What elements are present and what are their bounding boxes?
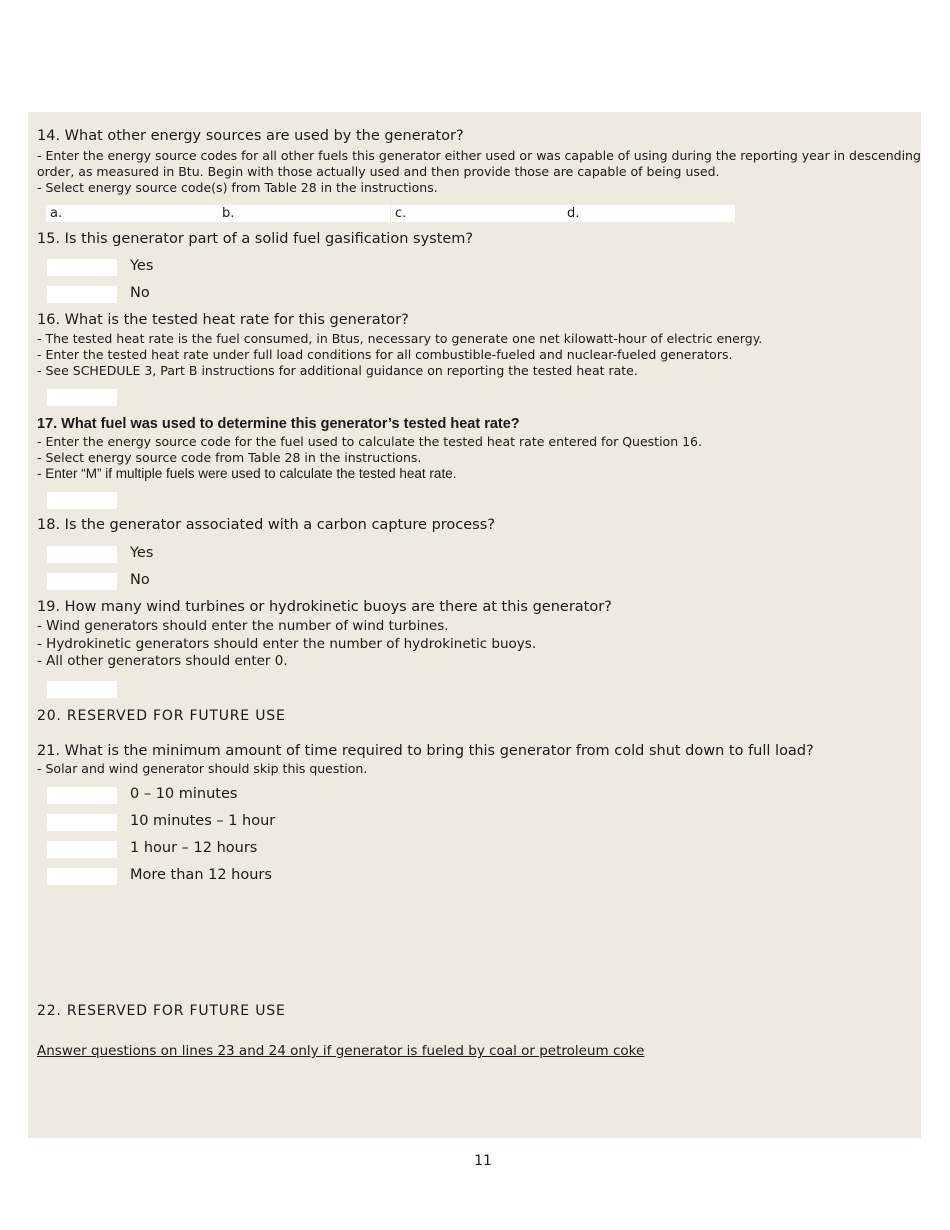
q21-option-2-label: 10 minutes – 1 hour xyxy=(130,813,276,829)
q21-option-2-checkbox[interactable] xyxy=(47,814,117,831)
q14-field-a[interactable] xyxy=(46,205,218,222)
q14-field-c-label: c. xyxy=(395,206,407,221)
q14-note-2: order, as measured in Btu. Begin with those actually used and then provide those are capable of being used. xyxy=(37,164,720,179)
q19-note-2: - Hydrokinetic generators should enter the number of hydrokinetic buoys. xyxy=(37,636,537,652)
q15-no-label: No xyxy=(130,285,150,301)
q16-note-3: - See SCHEDULE 3, Part B instructions for additional guidance on reporting the tested heat rate. xyxy=(37,363,638,378)
q22-reserved: 22. RESERVED FOR FUTURE USE xyxy=(37,1003,286,1019)
q17-fuel-code-input[interactable] xyxy=(47,492,117,509)
q17-note-3: - Enter “M” if multiple fuels were used to calculate the tested heat rate. xyxy=(37,466,457,481)
q15-no-checkbox[interactable] xyxy=(47,286,117,303)
coal-instruction-note: Answer questions on lines 23 and 24 only if generator is fueled by coal or petroleum coke xyxy=(37,1043,645,1059)
q15-yes-checkbox[interactable] xyxy=(47,259,117,276)
q16-title: 16. What is the tested heat rate for this generator? xyxy=(37,312,409,328)
q21-option-4-checkbox[interactable] xyxy=(47,868,117,885)
q17-title: 17. What fuel was used to determine this generator’s tested heat rate? xyxy=(37,416,520,432)
q21-option-4-label: More than 12 hours xyxy=(130,867,272,883)
q18-no-checkbox[interactable] xyxy=(47,573,117,590)
q14-field-c[interactable] xyxy=(391,205,563,222)
q16-heat-rate-input[interactable] xyxy=(47,389,117,406)
q14-title: 14. What other energy sources are used by the generator? xyxy=(37,128,464,144)
page-number: 11 xyxy=(474,1153,492,1169)
q18-yes-label: Yes xyxy=(130,545,154,561)
q19-count-input[interactable] xyxy=(47,681,117,698)
q14-field-b[interactable] xyxy=(218,205,390,222)
q21-option-1-checkbox[interactable] xyxy=(47,787,117,804)
q19-note-1: - Wind generators should enter the number of wind turbines. xyxy=(37,618,449,634)
q18-title: 18. Is the generator associated with a carbon capture process? xyxy=(37,517,495,533)
q14-note-3: - Select energy source code(s) from Table 28 in the instructions. xyxy=(37,180,438,195)
q21-option-3-checkbox[interactable] xyxy=(47,841,117,858)
q19-note-3: - All other generators should enter 0. xyxy=(37,653,288,669)
q20-reserved: 20. RESERVED FOR FUTURE USE xyxy=(37,708,286,724)
form-panel xyxy=(28,112,921,1138)
q16-note-2: - Enter the tested heat rate under full load conditions for all combustible-fueled and nuclear-fueled generators. xyxy=(37,347,733,362)
q19-title: 19. How many wind turbines or hydrokinetic buoys are there at this generator? xyxy=(37,599,612,615)
q16-note-1: - The tested heat rate is the fuel consumed, in Btus, necessary to generate one net kilowatt-hour of electric energy. xyxy=(37,331,763,346)
q21-option-3-label: 1 hour – 12 hours xyxy=(130,840,258,856)
q18-yes-checkbox[interactable] xyxy=(47,546,117,563)
q14-note-1: - Enter the energy source codes for all other fuels this generator either used or was capable of using during the reporting year in descending xyxy=(37,148,921,163)
q17-note-2: - Select energy source code from Table 28 in the instructions. xyxy=(37,450,422,465)
q18-no-label: No xyxy=(130,572,150,588)
q21-title: 21. What is the minimum amount of time required to bring this generator from cold shut down to full load? xyxy=(37,743,814,759)
q21-note-1: - Solar and wind generator should skip this question. xyxy=(37,761,368,776)
q21-option-1-label: 0 – 10 minutes xyxy=(130,786,238,802)
q14-field-a-label: a. xyxy=(50,206,63,221)
q15-yes-label: Yes xyxy=(130,258,154,274)
q17-note-1: - Enter the energy source code for the fuel used to calculate the tested heat rate entered for Question 16. xyxy=(37,434,702,449)
q14-field-d[interactable] xyxy=(563,205,735,222)
q14-field-b-label: b. xyxy=(222,206,235,221)
q15-title: 15. Is this generator part of a solid fuel gasification system? xyxy=(37,231,474,247)
q14-field-d-label: d. xyxy=(567,206,580,221)
